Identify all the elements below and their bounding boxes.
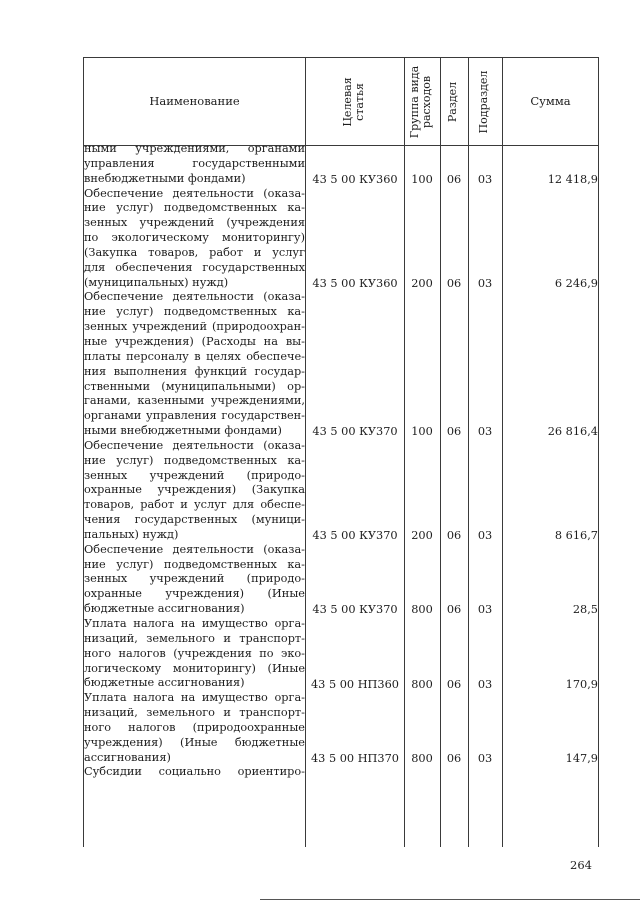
name-line: Обеспечение деятельности (оказа- <box>84 438 305 452</box>
section-cell: 06 <box>446 172 462 186</box>
header-group: Группа вида расходов <box>408 65 433 139</box>
subsection-cell: 03 <box>477 425 493 439</box>
table-border-right <box>598 57 599 847</box>
header-sum-label: Сумма <box>530 94 571 108</box>
name-line: чения государственных (муници- <box>84 513 305 527</box>
name-line: низаций, земельного и транспорт- <box>84 706 305 720</box>
target-code-cell: 43 5 00 НП360 <box>311 677 399 691</box>
name-line: (Закупка товаров, работ и услуг <box>84 245 305 259</box>
name-line: зенных учреждений (природо- <box>84 572 305 586</box>
target-code-cell: 43 5 00 КУ360 <box>312 276 398 290</box>
name-line: логическому мониторингу) (Иные <box>84 661 305 675</box>
header-name <box>84 57 305 145</box>
sum-cell: 147,9 <box>565 751 598 765</box>
name-line: по экологическому мониторингу) <box>84 231 305 245</box>
name-line: ного налогов (учреждения по эко- <box>84 646 305 660</box>
name-line: бюджетные ассигнования) <box>84 676 245 690</box>
group-cell: 200 <box>411 529 433 543</box>
name-line: зенных учреждений (учреждения <box>84 216 305 230</box>
target-code-cell: 43 5 00 КУ370 <box>312 603 398 617</box>
subsection-cell: 03 <box>477 276 493 290</box>
name-line: Уплата налога на имущество орга- <box>84 691 305 705</box>
group-cell: 800 <box>411 677 433 691</box>
subsection-cell: 03 <box>477 677 493 691</box>
group-cell: 100 <box>411 425 433 439</box>
name-line: ганами, казенными учреждениями, <box>84 394 305 408</box>
target-code-cell: 43 5 00 НП370 <box>311 751 399 765</box>
sum-cell: 170,9 <box>565 677 598 691</box>
name-line: бюджетные ассигнования) <box>84 602 245 616</box>
group-cell: 200 <box>411 276 433 290</box>
name-line: внебюджетными фондами) <box>84 171 246 185</box>
target-code-cell: 43 5 00 КУ370 <box>312 529 398 543</box>
name-line: пальных) нужд) <box>84 527 179 541</box>
subsection-cell: 03 <box>477 603 493 617</box>
sum-cell: 28,5 <box>572 603 598 617</box>
sum-cell: 26 816,4 <box>547 425 598 439</box>
section-cell: 06 <box>446 603 462 617</box>
section-cell: 06 <box>446 751 462 765</box>
name-line: органами управления государствен- <box>84 409 305 423</box>
name-line: ного налогов (природоохранные <box>84 720 305 734</box>
name-line: ные учреждения) (Расходы на вы- <box>84 334 305 348</box>
group-cell: 800 <box>411 751 433 765</box>
sum-cell: 12 418,9 <box>547 172 598 186</box>
sum-cell: 8 616,7 <box>554 529 598 543</box>
name-line: Обеспечение деятельности (оказа- <box>84 290 305 304</box>
name-column <box>84 142 305 780</box>
name-line: ассигнования) <box>84 750 171 764</box>
name-line: охранные учреждения) (Иные <box>84 587 305 601</box>
name-line: (муниципальных) нужд) <box>84 275 229 289</box>
subsection-cell: 03 <box>477 751 493 765</box>
header-subsection: Подраздел <box>477 70 490 134</box>
name-line: Обеспечение деятельности (оказа- <box>84 186 305 200</box>
name-line: зенных учреждений (природо- <box>84 468 305 482</box>
header-target: Целевая статья <box>341 77 366 127</box>
subsection-cell: 03 <box>477 172 493 186</box>
name-line: Обеспечение деятельности (оказа- <box>84 542 305 556</box>
name-line: ние услуг) подведомственных ка- <box>84 201 305 215</box>
section-cell: 06 <box>446 276 462 290</box>
name-line: ние услуг) подведомственных ка- <box>84 305 305 319</box>
section-cell: 06 <box>446 425 462 439</box>
name-line: низаций, земельного и транспорт- <box>84 631 305 645</box>
group-cell: 100 <box>411 172 433 186</box>
footer-line <box>260 899 640 900</box>
target-code-cell: 43 5 00 КУ360 <box>312 172 398 186</box>
page-number: 264 <box>570 858 592 872</box>
sum-cell: 6 246,9 <box>554 276 598 290</box>
name-line: охранные учреждения) (Закупка <box>84 483 305 497</box>
target-code-cell: 43 5 00 КУ370 <box>312 425 398 439</box>
header-name-label: Наименование <box>149 94 240 108</box>
section-cell: 06 <box>446 677 462 691</box>
group-cell: 800 <box>411 603 433 617</box>
name-line: для обеспечения государственных <box>84 260 305 274</box>
name-line: ными внебюджетными фондами) <box>84 424 282 438</box>
name-line: учреждения) (Иные бюджетные <box>84 735 305 749</box>
header-section: Раздел <box>446 81 459 123</box>
subsection-cell: 03 <box>477 529 493 543</box>
name-line: Уплата налога на имущество орга- <box>84 617 305 630</box>
name-line: зенных учреждений (природоохран- <box>84 320 305 334</box>
name-line: ние услуг) подведомственных ка- <box>84 453 305 467</box>
name-line: ными учреждениями, органами <box>84 142 305 155</box>
name-line: Субсидии социально ориентиро- <box>84 765 305 779</box>
section-cell: 06 <box>446 529 462 543</box>
name-line: ственными (муниципальными) ор- <box>84 379 305 393</box>
name-line: платы персоналу в целях обеспече- <box>84 349 305 363</box>
name-line: товаров, работ и услуг для обеспе- <box>84 498 305 512</box>
header-sum <box>503 57 598 145</box>
name-line: ния выполнения функций государ- <box>84 364 305 378</box>
name-line: ние услуг) подведомственных ка- <box>84 557 305 571</box>
name-line: управления государственными <box>84 156 305 170</box>
